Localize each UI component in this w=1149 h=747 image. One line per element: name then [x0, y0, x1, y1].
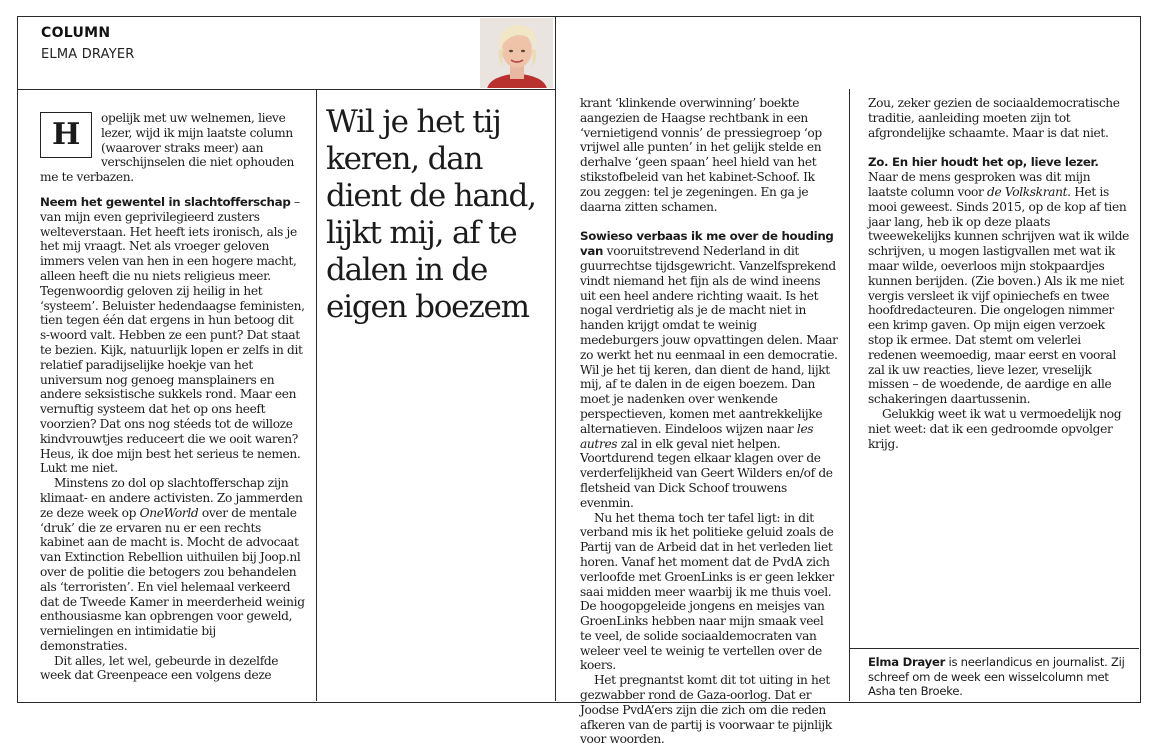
paragraph	[868, 96, 1130, 140]
paragraph-text: . Het is mooi geweest. Sinds 2015, op de kop af tien jaar lang, heb ik op deze plaats tweewekelijks kunnen schrijven wat ik wilde schrijven, u mogen lastigvallen met wat ik maar wilde, oeverloos mijn stokpaardjes kunnen berijden. (Zie boven.) Als ik me niet vergis versleet ik vijf opiniechefs en twee hoofdredacteuren. Die ongelogen nimmer een krimp gaven. Op mijn eigen verzoek stop ik ermee. Dat stemt om velerlei redenen weemoedig, maar eerst en vooral zal ik uw reacties, lieve lezer, vreselijk missen – de woedende, de aardige en alle schakeringen daartussenin.	[868, 184, 1130, 407]
paragraph-text: vooruitstrevend Nederland in dit guurrechtse tijdsgewricht. Vanzelfsprekend vindt niemand het fijn als de wind ineens uit een heel andere richting waait. Is het nogal verdrietig als je de macht niet in handen krijgt omdat te weinig medeburgers jouw opvattingen delen. Maar zo werkt het nu eenmaal in een democratie. Wil je het tij keren, dan dient de hand, lijkt mij, af te dalen in de eigen boezem. Dan moet je nadenken over wenkende perspectieven, komen met aantrekkelijke alternatieven. Eindeloos wijzen naar	[580, 244, 838, 436]
paragraph	[580, 96, 838, 214]
dropcap: H	[40, 112, 92, 158]
paragraph-text: Minstens zo dol op slachtofferschap zijn klimaat- en andere activisten. Zo jammerden ze deze week op	[40, 476, 303, 520]
author-label: ELMA DRAYER	[41, 47, 135, 62]
paragraph	[868, 155, 1130, 407]
paragraph	[580, 229, 838, 510]
subheading: Zo. En hier houdt het op, lieve lezer.	[868, 155, 1099, 170]
bio-text: is neerlandicus en journalist. Zij schreef om de week een wisselcolumn met Asha ten Broeke.	[868, 655, 1125, 699]
column-divider-1	[316, 89, 317, 701]
paragraph-text: Dit alles, let wel, gebeurde in dezelfde week dat Greenpeace een volgens deze	[40, 653, 279, 683]
paragraph	[868, 407, 1130, 451]
header-divider	[17, 89, 555, 90]
section-label: COLUMN	[41, 25, 111, 41]
paragraph	[40, 476, 306, 654]
bio-name: Elma Drayer	[868, 655, 946, 669]
subheading: Neem het gewentel in slachtofferschap	[40, 194, 291, 209]
subheading: Sowieso verbaas ik me over de houding van	[580, 229, 834, 259]
pull-quote: Wil je het tij keren, dan dient de hand, lijkt mij, af te dalen in de eigen boezem	[326, 104, 536, 325]
italic-text: les autres	[580, 421, 814, 451]
paragraph	[580, 673, 838, 747]
article-column-4	[868, 96, 1130, 451]
paragraph-text: Gelukkig weet ik wat u vermoedelijk nog niet weet: dat ik een gedroomde opvolger krijg.	[868, 406, 1122, 451]
paragraph-text: Het pregnantst komt dit tot uiting in het gezwabber rond de Gaza-oorlog. Dat er Joodse PvdA’ers zijn die zich om die reden afkeren van de partij is voorwaar te pijnlijk voor woorden.	[580, 673, 832, 747]
italic-text: OneWorld	[139, 505, 199, 520]
bio-divider	[849, 648, 1139, 649]
author-photo-icon	[480, 18, 553, 88]
intro-text: opelijk met uw welnemen, lieve lezer, wijd ik mijn laatste column (waarover straks meer) aan verschijnselen die niet ophouden me te verbazen.	[40, 111, 295, 185]
paragraph-text: over de mentale ‘druk’ die ze ervaren nu er een rechts kabinet aan de macht is. Mocht de advocaat van Extinction Rebellion uithuilen bij Joop.nl over de politie die betogers zou behandelen als ‘terroristen’. En viel helemaal verkeerd dat de Tweede Kamer in meerderheid weinig enthousiasme kan opbrengen voor geweld, vernielingen en intimidatie bij demonstraties.	[40, 505, 305, 653]
paragraph-text: zal in elk geval niet helpen. Voortdurend tegen elkaar klagen over de verderfelijkheid van Geert Wilders en/of de fletsheid van Dick Schoof trouwens evenmin.	[580, 436, 833, 510]
article-column-3	[580, 96, 838, 747]
paragraph-text: – van mijn even geprivilegieerd zusters welteverstaan. Het heeft iets ironisch, als je het mij vraagt. Net als vroeger geloven immers velen van hen in een hogere macht, alleen heeft die nu niets religieus meer. Tegenwoordig geloven zij heilig in het ‘systeem’. Beluister hedendaagse feministen, tien tegen één dat ergens in hun betoog dit s-woord valt. Hebben ze een punt? Dat staat te bezien. Kijk, natuurlijk lopen er zelfs in dit relatief paradijselijke hoekje van het universum nog genoeg mansplainers en andere seksistische sukkels rond. Maar een vernuftig systeem dat het op ons heeft voorzien? Dat ons nog stéeds tot de willoze kindvrouwtjes reduceert die we ooit waren? Heus, ik doe mijn best het serieus te nemen. Lukt me niet.	[40, 194, 305, 476]
paragraph-text: Zou, zeker gezien de sociaaldemocratische traditie, aanleiding moeten zijn tot afgrondelijke schaamte. Maar is dat niet.	[868, 96, 1120, 140]
article-column-1	[40, 111, 306, 683]
italic-text: de Volkskrant	[987, 184, 1068, 199]
paragraph-text: Naar de mens gesproken was dit mijn laatste column voor	[868, 170, 1091, 199]
paragraph	[40, 654, 306, 684]
paragraph-text: Nu het thema toch ter tafel ligt: in dit verband mis ik het politieke geluid zoals de Partij van de Arbeid dat in het verleden liet horen. Vanaf het moment dat de PvdA zich verloofde met GroenLinks is er geen lekker saai midden meer waarbij ik me thuis voel. De hoogopgeleide jongens en meisjes van GroenLinks hebben naar mijn smaak veel te veel, de solide sociaaldemocraten van weleer veel te weinig te vertellen over de koers.	[580, 510, 834, 673]
column-divider-3	[849, 89, 850, 701]
paragraph	[580, 511, 838, 674]
author-portrait	[480, 18, 553, 88]
paragraph	[40, 195, 306, 476]
author-bio	[868, 655, 1132, 699]
column-divider-2	[555, 16, 556, 701]
intro-paragraph	[40, 111, 306, 185]
paragraph-text: krant ‘klinkende overwinning’ boekte aangezien de Haagse rechtbank in een ‘vernietigend vonnis’ de pressiegroep ‘op vrijwel alle punten’ in het gelijk stelde en derhalve ‘geen spaan’ heel hield van het stikstofbeleid van het kabinet-Schoof. Ik zou zeggen: tel je zegeningen. En ga je daarna zitten schamen.	[580, 96, 822, 214]
